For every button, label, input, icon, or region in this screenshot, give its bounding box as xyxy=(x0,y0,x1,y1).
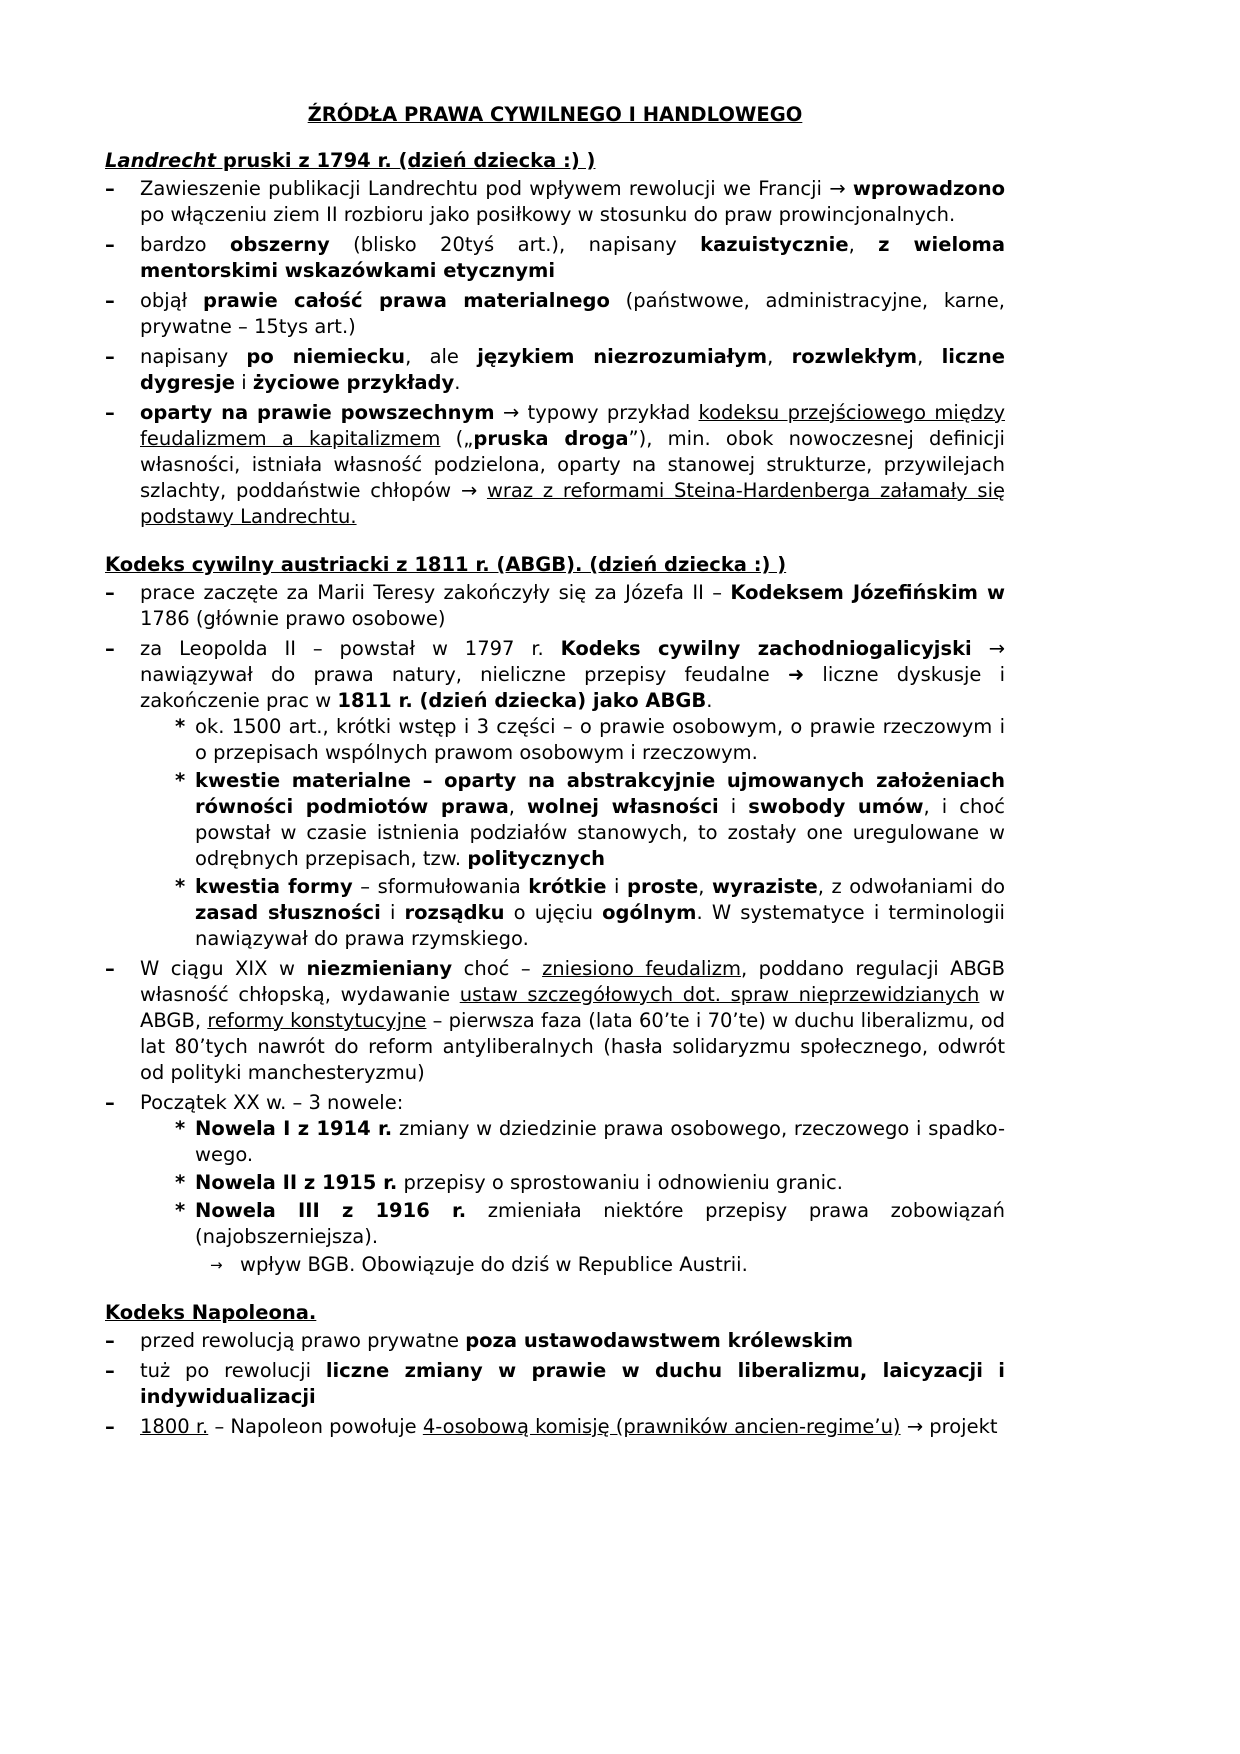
list-item-text xyxy=(140,636,1005,714)
list-item xyxy=(105,636,1005,952)
bullet-list xyxy=(105,176,1005,530)
list-item xyxy=(105,1414,1005,1440)
text-run: → projekt xyxy=(900,1415,998,1438)
underlined-text: 1800 r. xyxy=(140,1415,209,1438)
dash-bullet-icon: – xyxy=(105,401,115,424)
text-run: . xyxy=(706,689,713,712)
asterisk-bullet-icon: * xyxy=(175,1171,186,1194)
bold-text: liczne dygresje xyxy=(140,345,1006,394)
bullet-list xyxy=(105,1328,1005,1440)
bold-text: ogólnym xyxy=(602,901,697,924)
arrow-list-item-text xyxy=(240,1252,1005,1278)
bold-text: politycznych xyxy=(467,847,606,870)
bold-text: Kodeks cywilny zachodniogalicyjski xyxy=(560,637,972,660)
asterisk-bullet-icon: * xyxy=(175,875,186,898)
dash-bullet-icon: – xyxy=(105,345,115,368)
bold-text: proste xyxy=(627,875,699,898)
sub-list-item-text xyxy=(195,1116,1005,1168)
section-heading xyxy=(105,1300,1005,1326)
text-run: , xyxy=(848,233,879,256)
list-item-text xyxy=(140,1414,1005,1440)
bold-text: kwestie materialne – oparty na abstrakcyjnie ujmowanych założeniach równości podmiotów prawa xyxy=(195,769,1005,818)
sub-list-item-text xyxy=(195,768,1005,872)
text-run: i xyxy=(718,795,749,818)
underlined-text: wraz z reformami Steina-Hardenberga załamały się podstawy Landrechtu. xyxy=(140,479,1005,528)
text-run: . W systematyce i terminologii nawiązywał do prawa rzymskiego. xyxy=(195,901,1005,950)
dash-bullet-icon: – xyxy=(105,289,115,312)
list-item xyxy=(105,176,1005,228)
list-item xyxy=(105,400,1005,530)
sub-list xyxy=(140,1116,1005,1250)
bold-text: 1811 r. (dzień dziecka) jako ABGB xyxy=(337,689,707,712)
sub-list-item-text xyxy=(195,714,1005,766)
section-heading-italic: Landrecht xyxy=(105,149,217,172)
list-item-text xyxy=(140,400,1005,530)
bold-text: po niemiecku xyxy=(246,345,406,368)
text-run: objął xyxy=(140,289,204,312)
text-run: , poddano regulacji ABGB własność chłopską, wydawanie xyxy=(140,957,1006,1006)
list-item xyxy=(105,288,1005,340)
text-run: przed rewolucją prawo prywatne xyxy=(140,1329,466,1352)
section-heading-text: Kodeks cywilny austriacki z 1811 r. (ABGB). (dzień dziecka :) ) xyxy=(105,553,787,576)
text-run: 1786 (głównie prawo osobowe) xyxy=(140,607,446,630)
list-item-text xyxy=(140,1090,1005,1116)
bold-text: rozwlekłym xyxy=(791,345,918,368)
text-run: , xyxy=(767,345,792,368)
sub-list xyxy=(140,714,1005,952)
text-run: , i choć powstał w czasie istnienia podziałów stanowych, to zostały one uregulowane w odrębnych przepisach, tzw. xyxy=(195,795,1005,870)
list-item xyxy=(105,580,1005,632)
text-run: i xyxy=(235,371,253,394)
arrow-list xyxy=(140,1252,1005,1278)
arrow-list-item xyxy=(140,1252,1005,1278)
bold-text: językiem niezrozumiałym xyxy=(477,345,768,368)
text-run: (państwowe, administracyjne, karne, prywatne – 15tys art.) xyxy=(140,289,1005,338)
dash-bullet-icon: – xyxy=(105,177,115,200)
dash-bullet-icon: – xyxy=(105,1415,115,1438)
sub-list-item xyxy=(140,714,1005,766)
dash-bullet-icon: – xyxy=(105,1329,115,1352)
underlined-text: 4-osobową komisję (prawników ancien-regime’u) xyxy=(422,1415,901,1438)
asterisk-bullet-icon: * xyxy=(175,769,186,792)
list-item xyxy=(105,956,1005,1086)
text-run: , xyxy=(508,795,528,818)
bold-text: życiowe przykłady xyxy=(252,371,455,394)
text-run: prace zaczęte za Marii Teresy zakończyły się za Józefa II – xyxy=(140,581,731,604)
text-run: – Napoleon powołuje xyxy=(208,1415,423,1438)
bold-text: z wieloma mentorskimi wskazówkami etycznymi xyxy=(140,233,1006,282)
dash-bullet-icon: – xyxy=(105,233,115,256)
list-item xyxy=(105,232,1005,284)
list-item xyxy=(105,344,1005,396)
sub-list-item xyxy=(140,1198,1005,1250)
text-run: , xyxy=(698,875,712,898)
text-run: Zawieszenie publikacji Landrechtu pod wpływem rewolucji we Francji → xyxy=(140,177,853,200)
bold-text: wyraziste xyxy=(711,875,818,898)
text-run: i xyxy=(380,901,405,924)
text-run: Początek XX w. – 3 nowele: xyxy=(140,1091,404,1114)
dash-bullet-icon: – xyxy=(105,957,115,980)
text-run: . xyxy=(454,371,461,394)
bold-text: krótkie xyxy=(528,875,607,898)
document-title: ŹRÓDŁA PRAWA CYWILNEGO I HANDLOWEGO xyxy=(307,103,803,126)
bold-text: niezmieniany xyxy=(306,957,453,980)
asterisk-bullet-icon: * xyxy=(175,1199,186,1222)
list-item xyxy=(105,1090,1005,1278)
section-heading-text: Kodeks Napoleona. xyxy=(105,1301,317,1324)
text-run: , xyxy=(917,345,942,368)
section-heading xyxy=(105,148,1005,174)
dash-bullet-icon: – xyxy=(105,581,115,604)
document-body xyxy=(105,148,1005,1440)
text-run: po włączeniu ziem II rozbioru jako posiłkowy w stosunku do praw prowincjonalnych. xyxy=(140,203,956,226)
arrow-right-icon: → xyxy=(210,1256,223,1274)
bold-text: prawie całość prawa materialnego xyxy=(203,289,610,312)
bold-text: rozsądku xyxy=(404,901,505,924)
text-run: W ciągu XIX w xyxy=(140,957,307,980)
bullet-list xyxy=(105,580,1005,1278)
list-item xyxy=(105,1328,1005,1354)
section xyxy=(105,1300,1005,1440)
text-run: → nawiązywał do prawa natury, nieliczne przepisy feudalne ➜ liczne dyskusje i zakończenie prac w xyxy=(140,637,1005,712)
bold-text: kazuistycznie xyxy=(700,233,849,256)
text-run: przepisy o sprostowaniu i odnowieniu granic. xyxy=(397,1171,843,1194)
document-page xyxy=(105,102,1005,1462)
list-item-text xyxy=(140,580,1005,632)
text-run: zmieniała niektóre przepisy prawa zobowiązań (najobszerniejsza). xyxy=(195,1199,1005,1248)
dash-bullet-icon: – xyxy=(105,1359,115,1382)
text-run: za Leopolda II – powstał w 1797 r. xyxy=(140,637,561,660)
asterisk-bullet-icon: * xyxy=(175,715,186,738)
sub-list-item-text xyxy=(195,1170,1005,1196)
underlined-text: reformy konstytucyjne xyxy=(207,1009,427,1032)
text-run: ok. 1500 art., krótki wstęp i 3 części – o prawie osobowym, o prawie rzeczowym i o przepisach wspólnych prawom osobowym i rzeczowym. xyxy=(195,715,1005,764)
list-item-text xyxy=(140,344,1005,396)
text-run: → typowy przykład xyxy=(494,401,699,424)
asterisk-bullet-icon: * xyxy=(175,1117,186,1140)
text-run: zmiany w dziedzinie prawa osobowego, rzeczowego i spadko-wego. xyxy=(195,1117,1005,1166)
text-run: wpływ BGB. Obowiązuje do dziś w Republice Austrii. xyxy=(240,1253,748,1276)
list-item-text xyxy=(140,1328,1005,1354)
list-item-text xyxy=(140,1358,1005,1410)
bold-text: wolnej własności xyxy=(527,795,719,818)
text-run: („ xyxy=(440,427,474,450)
text-run: – pierwsza faza (lata 60’te i 70’te) w duchu liberalizmu, od lat 80’tych nawrót do reform antyliberalnych (hasła solidaryzmu społecznego, odwrót od polityki manchesteryzmu) xyxy=(140,1009,1006,1084)
bold-text: Nowela I z 1914 r. xyxy=(195,1117,393,1140)
list-item-text xyxy=(140,956,1005,1086)
bold-text: poza ustawodawstwem królewskim xyxy=(465,1329,854,1352)
bold-text: kwestia formy xyxy=(195,875,353,898)
section xyxy=(105,552,1005,1278)
underlined-text: ustaw szczegółowych dot. spraw nieprzewidzianych xyxy=(459,983,980,1006)
text-run: choć – xyxy=(452,957,543,980)
list-item xyxy=(105,1358,1005,1410)
text-run: i xyxy=(606,875,628,898)
list-item-text xyxy=(140,288,1005,340)
bold-text: Nowela III z 1916 r. xyxy=(195,1199,467,1222)
bold-text: wprowadzono xyxy=(852,177,1005,200)
text-run: ”), min. obok nowoczesnej definicji własności, istniała własność podzielona, oparty na stanowej strukturze, przywilejach szlachty, poddaństwie chłopów → xyxy=(140,427,1005,502)
text-run: tuż po rewolucji xyxy=(140,1359,326,1382)
bold-text: pruska droga xyxy=(473,427,629,450)
sub-list-item-text xyxy=(195,1198,1005,1250)
bold-text: zasad słuszności xyxy=(195,901,381,924)
underlined-text: zniesiono feudalizm xyxy=(542,957,741,980)
text-run: , z odwołaniami do xyxy=(817,875,1005,898)
bold-text: obszerny xyxy=(229,233,330,256)
bold-text: swobody umów xyxy=(748,795,924,818)
bold-text: Nowela II z 1915 r. xyxy=(195,1171,398,1194)
section-heading-text: pruski z 1794 r. (dzień dziecka :) ) xyxy=(216,149,596,172)
dash-bullet-icon: – xyxy=(105,1091,115,1114)
bold-text: oparty na prawie powszechnym xyxy=(140,401,495,424)
sub-list-item xyxy=(140,874,1005,952)
sub-list-item xyxy=(140,768,1005,872)
text-run: w ABGB, xyxy=(140,983,1005,1032)
text-run: napisany xyxy=(140,345,247,368)
text-run: o ujęciu xyxy=(504,901,603,924)
text-run: (blisko 20tyś art.), napisany xyxy=(329,233,701,256)
text-run: , ale xyxy=(405,345,478,368)
list-item-text xyxy=(140,232,1005,284)
bold-text: Kodeksem Józefińskim w xyxy=(730,581,1006,604)
sub-list-item xyxy=(140,1116,1005,1168)
sub-list-item xyxy=(140,1170,1005,1196)
bold-text: liczne zmiany w prawie w duchu liberalizmu, laicyzacji i indywidualizacji xyxy=(140,1359,1005,1408)
text-run: bardzo xyxy=(140,233,230,256)
list-item-text xyxy=(140,176,1005,228)
dash-bullet-icon: – xyxy=(105,637,115,660)
text-run: – sformułowania xyxy=(352,875,529,898)
section xyxy=(105,148,1005,530)
sub-list-item-text xyxy=(195,874,1005,952)
section-heading xyxy=(105,552,1005,578)
underlined-text: kodeksu przejściowego między feudalizmem a kapitalizmem xyxy=(140,401,1006,450)
